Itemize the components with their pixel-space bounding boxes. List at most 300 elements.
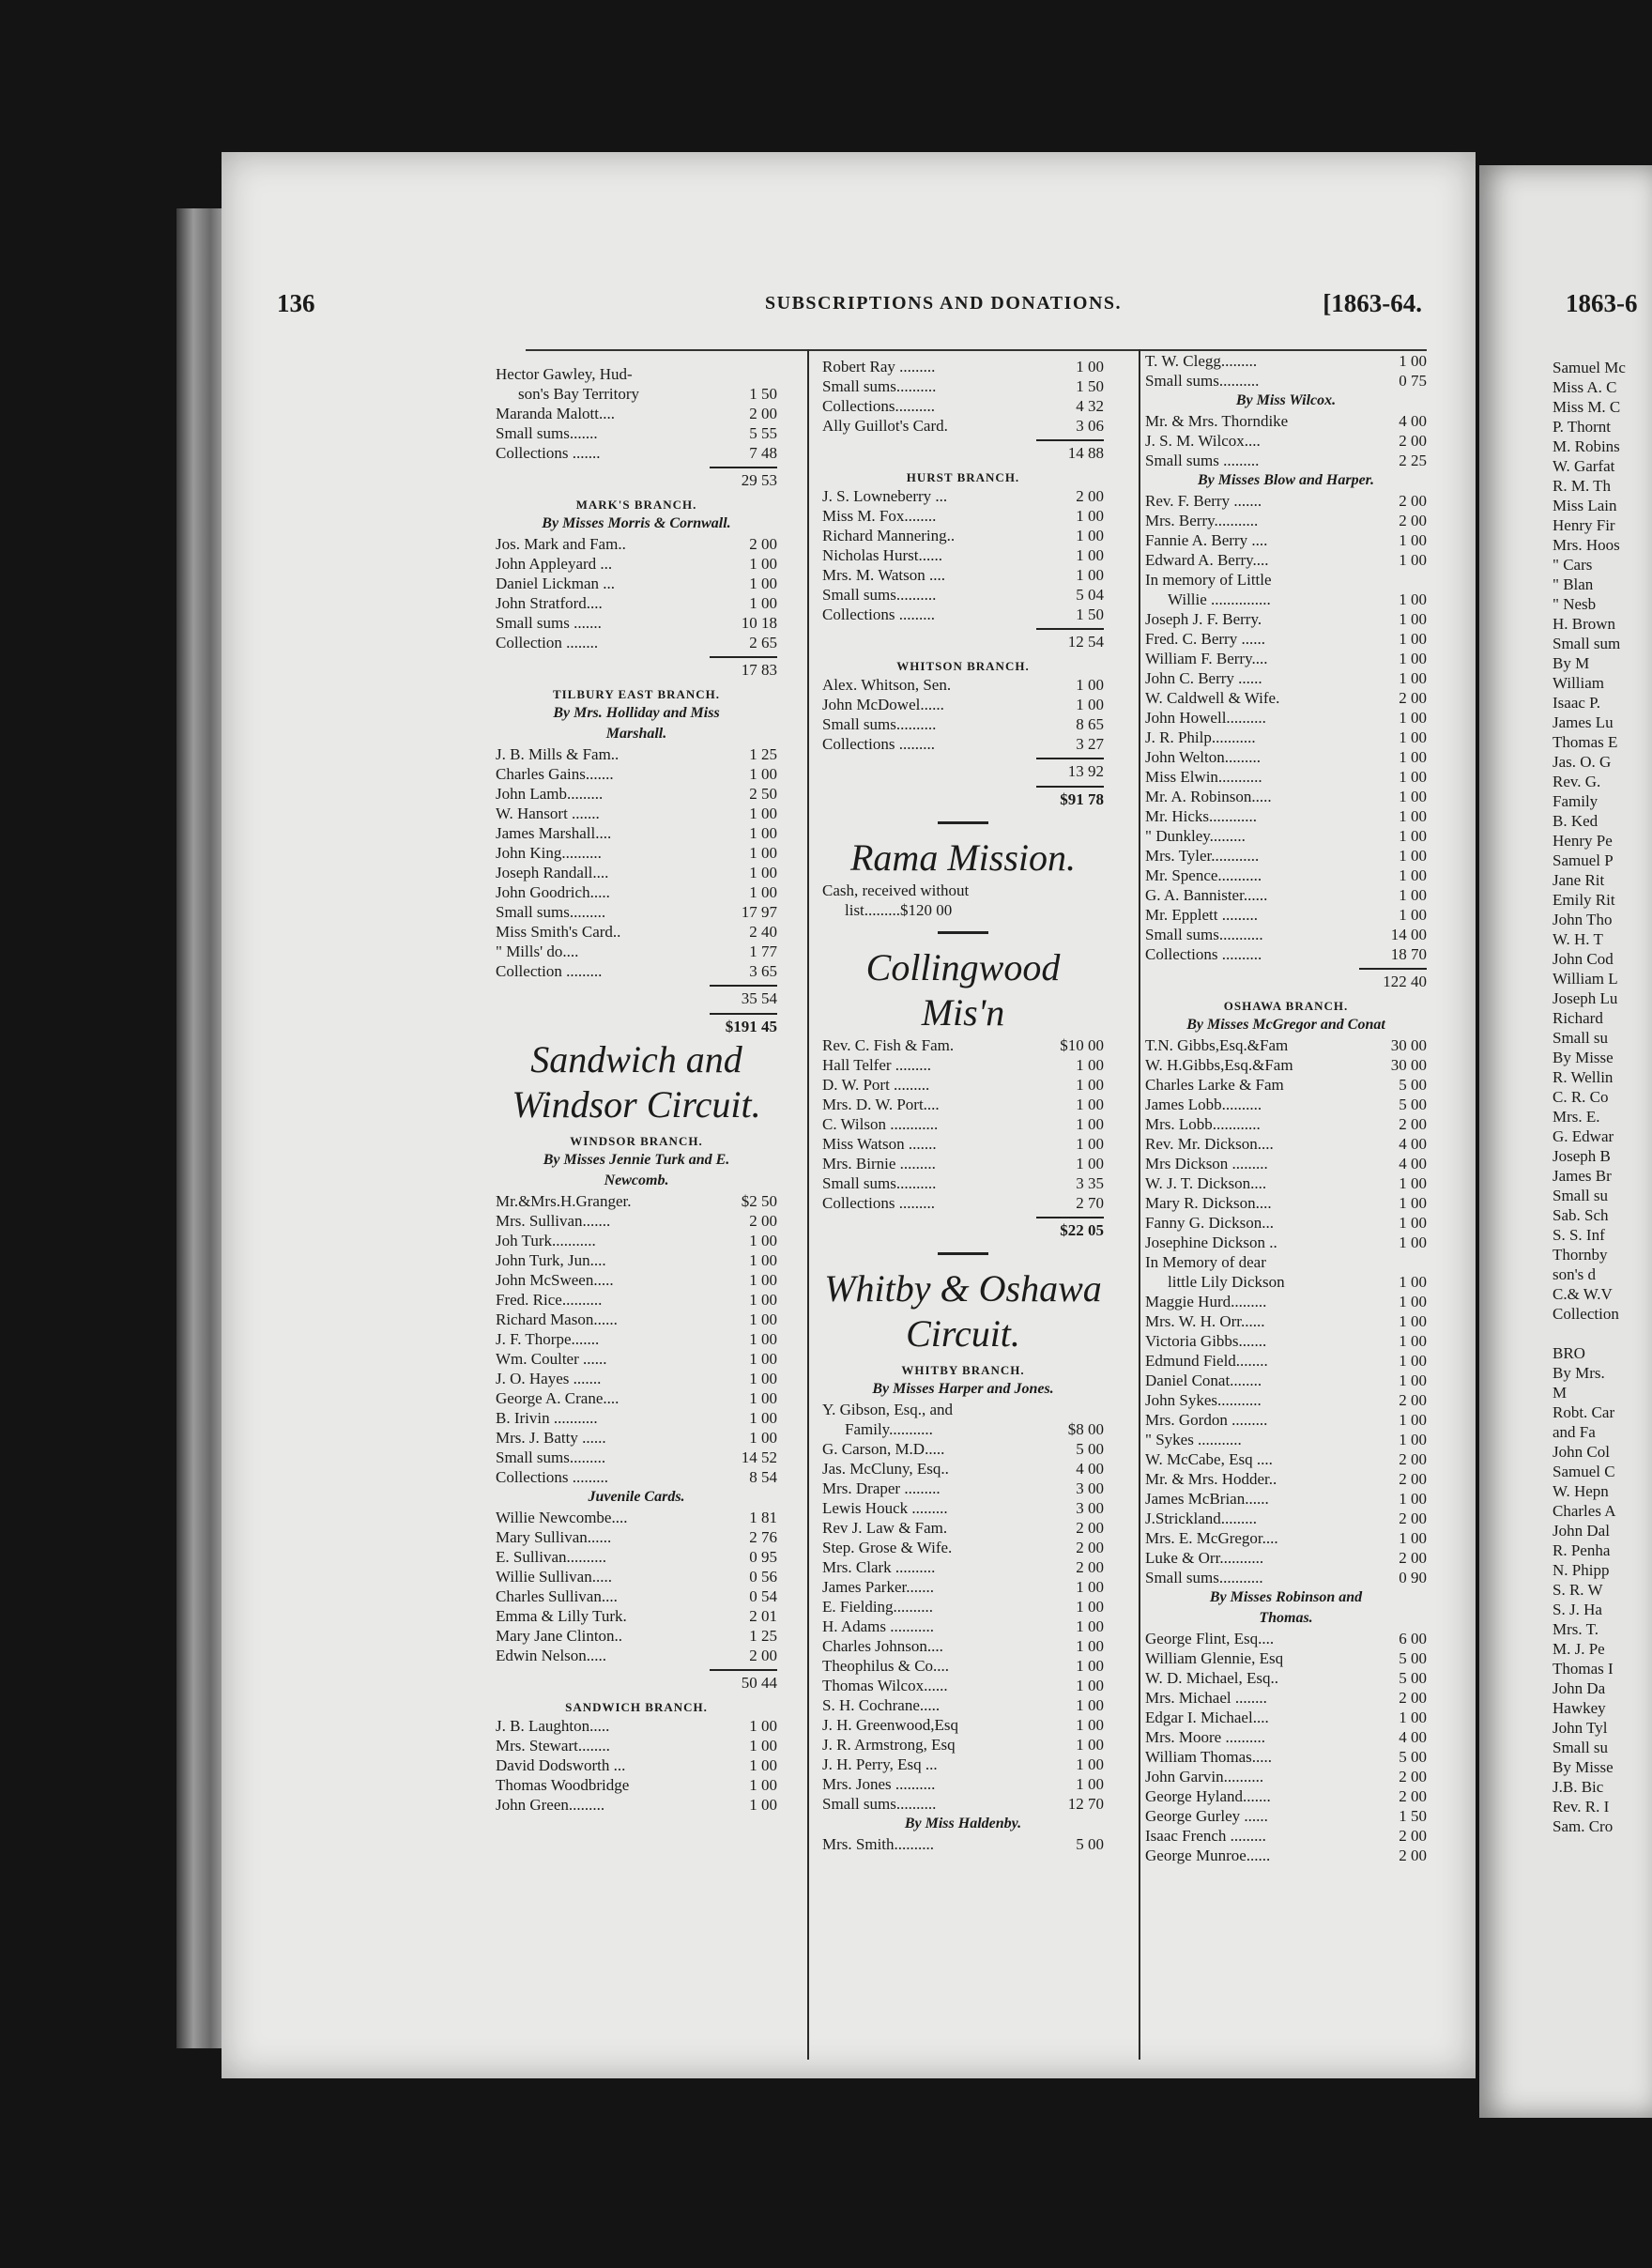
amount: 5 00	[1399, 1649, 1427, 1667]
collector-line: Juvenile Cards.	[588, 1489, 685, 1505]
donor-name: Y. Gibson, Esq., and	[822, 1401, 953, 1418]
donor-name: J. H. Greenwood,Esq	[822, 1716, 958, 1734]
donor-name: John Stratford....	[496, 594, 603, 612]
entry-row	[1145, 590, 1427, 609]
amount: 1 00	[1399, 709, 1427, 727]
total-rule	[710, 1669, 777, 1671]
entry-row	[822, 1735, 1104, 1755]
next-page-line: Sab. Sch	[1553, 1206, 1609, 1224]
entry-row	[822, 1794, 1104, 1814]
entry-row	[822, 605, 1104, 624]
entry-row	[1145, 451, 1427, 470]
amount: 1 00	[749, 1756, 777, 1774]
donor-name: Mrs. Moore ..........	[1145, 1728, 1265, 1746]
entry-row	[1145, 1528, 1427, 1548]
entry-row	[1145, 885, 1427, 905]
next-page-line: R. Wellin	[1553, 1068, 1614, 1086]
donor-name: Rev. Mr. Dickson....	[1145, 1135, 1274, 1153]
amount: 1 00	[1076, 1076, 1104, 1094]
amount: 1 00	[1399, 728, 1427, 746]
next-page-line: Jas. O. G	[1553, 753, 1612, 771]
entry-row	[496, 804, 777, 823]
entry-row	[822, 1055, 1104, 1075]
entry-row	[822, 1134, 1104, 1154]
amount: 1 00	[1399, 807, 1427, 825]
next-page-line: Samuel Mc	[1553, 359, 1626, 376]
entry-row	[822, 506, 1104, 526]
amount: 1 00	[1399, 1709, 1427, 1726]
donor-name: J. F. Thorpe.......	[496, 1330, 600, 1348]
entry-row	[822, 1577, 1104, 1597]
next-page-line: Emily Rit	[1553, 891, 1615, 909]
next-page-line: Small sum	[1553, 635, 1621, 652]
amount: 2 76	[749, 1528, 777, 1546]
entry-row	[1145, 1469, 1427, 1489]
donor-name: Mrs. E. McGregor....	[1145, 1529, 1278, 1547]
next-page-line: Samuel P	[1553, 851, 1614, 869]
amount: 1 00	[749, 1271, 777, 1289]
donor-name: Mary Sullivan......	[496, 1528, 612, 1546]
amount: 2 00	[1399, 1549, 1427, 1567]
amount: 1 00	[1399, 630, 1427, 648]
donor-name: John Sykes...........	[1145, 1391, 1262, 1409]
donor-name: Mrs Dickson .........	[1145, 1155, 1268, 1172]
donor-name: Miss Elwin...........	[1145, 768, 1262, 786]
subtotal	[496, 981, 777, 1009]
next-page-line: Small su	[1553, 1187, 1609, 1204]
page-title: SUBSCRIPTIONS AND DONATIONS.	[765, 293, 1123, 314]
entry-row	[1145, 846, 1427, 866]
donor-name: son's Bay Territory	[518, 385, 640, 403]
entry-row	[822, 1676, 1104, 1695]
entry-row	[822, 1035, 1104, 1055]
donor-name: Joseph Randall....	[496, 864, 609, 881]
amount: 2 00	[749, 405, 777, 422]
entry-row	[1145, 1371, 1427, 1390]
amount: 1 00	[749, 1737, 777, 1755]
entry-row	[496, 922, 777, 942]
total-rule	[1036, 758, 1104, 759]
donor-name: Mr. & Mrs. Hodder..	[1145, 1470, 1277, 1488]
donor-name: Small sums..........	[822, 715, 937, 733]
amount: 1 50	[1399, 1807, 1427, 1825]
next-page-line: S. S. Inf	[1553, 1226, 1605, 1244]
entry-row	[1145, 668, 1427, 688]
amount: 1 00	[1076, 358, 1104, 375]
amount: 2 65	[749, 634, 777, 651]
amount: 2 00	[1399, 1768, 1427, 1785]
donor-name: Miss Watson .......	[822, 1135, 937, 1153]
amount: 1 00	[749, 824, 777, 842]
donor-name: Mr. Hicks............	[1145, 807, 1257, 825]
next-page-line: John Col	[1553, 1443, 1610, 1461]
donor-name: Joseph J. F. Berry.	[1145, 610, 1262, 628]
collector-line: Marshall.	[605, 726, 667, 742]
donor-name: E. Fielding..........	[822, 1598, 934, 1616]
entry-row	[1145, 1629, 1427, 1648]
collector-line: By Mrs. Holliday and Miss	[553, 705, 720, 721]
amount: 2 00	[1399, 512, 1427, 529]
amount: 1 00	[1399, 1174, 1427, 1192]
donor-name: John Turk, Jun....	[496, 1251, 606, 1269]
entry-row	[1145, 1095, 1427, 1114]
donor-name: Richard Mannering..	[822, 527, 956, 544]
amount: 1 00	[1076, 1155, 1104, 1172]
entry-row	[1145, 1430, 1427, 1449]
donor-name: James Parker.......	[822, 1578, 934, 1596]
amount: 6 00	[1399, 1630, 1427, 1647]
donor-name: Mrs. Lobb............	[1145, 1115, 1261, 1133]
next-page-line: Thomas I	[1553, 1660, 1614, 1678]
entry-row	[822, 1597, 1104, 1617]
subtotal	[822, 624, 1104, 652]
entry-row	[1145, 649, 1427, 668]
amount: 1 00	[1399, 669, 1427, 687]
next-page-line: R. Penha	[1553, 1541, 1611, 1559]
entry-row	[496, 1547, 777, 1567]
donor-name: T. W. Clegg.........	[1145, 352, 1258, 370]
total-amount: 17 83	[741, 661, 777, 679]
donor-name: Mr. Spence...........	[1145, 866, 1262, 884]
entry-row	[496, 1428, 777, 1448]
amount: 2 00	[1399, 1509, 1427, 1527]
entry-row	[496, 384, 777, 404]
next-page-line: H. Brown	[1553, 615, 1616, 633]
amount: 1 00	[749, 1350, 777, 1368]
entry-row	[496, 1775, 777, 1795]
entry-row	[496, 1736, 777, 1755]
donor-name: Edward A. Berry....	[1145, 551, 1269, 569]
entry-row	[496, 1527, 777, 1547]
total-rule	[1359, 968, 1427, 970]
entry-row	[496, 1508, 777, 1527]
entry-row	[1145, 1410, 1427, 1430]
page-header	[277, 289, 1422, 327]
donor-name: " Mills' do....	[496, 942, 579, 960]
total-amount: $22 05	[1060, 1221, 1104, 1239]
donor-name: John King..........	[496, 844, 602, 862]
next-page-line: C. R. Co	[1553, 1088, 1609, 1106]
entry-row	[496, 942, 777, 961]
next-page-line: W. Garfat	[1553, 457, 1615, 475]
amount: 2 00	[1399, 1787, 1427, 1805]
amount: 1 00	[1399, 1490, 1427, 1508]
entry-row	[496, 1448, 777, 1467]
entry-row	[496, 1716, 777, 1736]
branch-heading: WINDSOR BRANCH.	[570, 1134, 703, 1148]
donor-name: B. Irivin ...........	[496, 1409, 598, 1427]
next-page-line: BRO	[1553, 1344, 1585, 1362]
amount: 1 00	[1399, 1352, 1427, 1370]
amount: 1 00	[749, 1291, 777, 1309]
donor-name: G. Carson, M.D.....	[822, 1440, 945, 1458]
entry-row	[822, 734, 1104, 754]
collector-line: By Miss Wilcox.	[1235, 392, 1337, 408]
column-1	[496, 364, 777, 1815]
amount: 5 00	[1399, 1096, 1427, 1113]
amount: 1 00	[1399, 610, 1427, 628]
entry-row	[822, 357, 1104, 376]
amount: 1 00	[1076, 676, 1104, 694]
circuit-title: Rama Mission.	[850, 836, 1076, 879]
entry-row	[496, 364, 777, 384]
entry-row	[1145, 1747, 1427, 1767]
next-page-line: Miss Lain	[1553, 497, 1617, 514]
amount: 1 00	[1076, 527, 1104, 544]
amount: 1 00	[1076, 1135, 1104, 1153]
donor-name: G. A. Bannister......	[1145, 886, 1268, 904]
amount: 2 00	[1076, 1558, 1104, 1576]
entry-row	[1145, 1351, 1427, 1371]
entry-row	[1145, 1846, 1427, 1865]
collector-line: By Misses Morris & Cornwall.	[542, 515, 731, 531]
amount: 3 27	[1076, 735, 1104, 753]
entry-row	[1145, 1688, 1427, 1708]
next-page-line: " Blan	[1553, 575, 1594, 593]
donor-name: Mrs. Tyler............	[1145, 847, 1260, 865]
entry-row	[496, 1211, 777, 1231]
donor-name: Miss Smith's Card..	[496, 923, 621, 941]
donor-name: Mrs. Birnie .........	[822, 1155, 936, 1172]
entry-row	[822, 396, 1104, 416]
donor-name: J. S. Lowneberry ...	[822, 487, 948, 505]
entry-row	[496, 784, 777, 804]
donor-name: Thomas Wilcox......	[822, 1677, 948, 1694]
entry-row	[822, 1419, 1104, 1439]
entry-row	[1145, 747, 1427, 767]
entry-row	[822, 1715, 1104, 1735]
donor-name: George Flint, Esq....	[1145, 1630, 1275, 1647]
donor-name: Family...........	[845, 1420, 933, 1438]
next-page-line: and Fa	[1553, 1423, 1596, 1441]
donor-name: Step. Grose & Wife.	[822, 1539, 953, 1556]
entry-row	[822, 675, 1104, 695]
section-divider	[938, 1252, 988, 1255]
entry-row	[1145, 925, 1427, 944]
entry-row	[1145, 570, 1427, 590]
entry-row	[1145, 1233, 1427, 1252]
section-divider	[938, 821, 988, 824]
amount: 5 00	[1399, 1076, 1427, 1094]
next-page-lines	[1553, 358, 1652, 1836]
donor-name: John Goodrich.....	[496, 883, 610, 901]
total-rule	[710, 656, 777, 658]
entry-row	[1145, 1272, 1427, 1292]
amount: 2 01	[749, 1607, 777, 1625]
next-page-line: Mrs. E.	[1553, 1108, 1600, 1126]
amount: 5 00	[1076, 1440, 1104, 1458]
donor-name: John Welton.........	[1145, 748, 1261, 766]
entry-row	[1145, 1548, 1427, 1568]
entry-row	[822, 1479, 1104, 1498]
next-page-line: Rev. G.	[1553, 773, 1601, 790]
donor-name: Small sums.........	[496, 903, 606, 921]
donor-name: Small sums..........	[822, 377, 937, 395]
donor-name: Daniel Lickman ...	[496, 575, 615, 592]
next-page-line: Sam. Cro	[1553, 1817, 1614, 1835]
amount: 14 52	[741, 1448, 777, 1466]
donor-name: E. Sullivan..........	[496, 1548, 607, 1566]
donor-name: Robert Ray .........	[822, 358, 936, 375]
entry-row	[822, 1755, 1104, 1774]
donor-name: Collections .........	[822, 605, 935, 623]
entry-row	[496, 961, 777, 981]
amount: 1 00	[749, 1389, 777, 1407]
amount: 1 00	[749, 555, 777, 573]
entry-row	[1145, 767, 1427, 787]
amount: 1 00	[1399, 1411, 1427, 1429]
entry-row	[1145, 708, 1427, 728]
entry-row	[1145, 787, 1427, 806]
donor-name: Small sums..........	[822, 586, 937, 604]
donor-name: T.N. Gibbs,Esq.&Fam	[1145, 1036, 1289, 1054]
donor-name: James McBrian......	[1145, 1490, 1269, 1508]
amount: 1 00	[749, 1717, 777, 1735]
amount: 1 00	[1076, 1736, 1104, 1754]
entry-row	[496, 1388, 777, 1408]
donor-name: Fred. Rice..........	[496, 1291, 603, 1309]
amount: 1 25	[749, 1627, 777, 1645]
entry-row	[822, 1538, 1104, 1557]
amount: 4 00	[1399, 1728, 1427, 1746]
entry-row	[1145, 351, 1427, 371]
amount: 0 95	[749, 1548, 777, 1566]
donor-name: Mrs. Draper .........	[822, 1479, 941, 1497]
entry-row	[1145, 550, 1427, 570]
donor-name: Emma & Lilly Turk.	[496, 1607, 627, 1625]
donor-name: Mrs. Sullivan.......	[496, 1212, 611, 1230]
amount: 1 00	[1399, 352, 1427, 370]
amount: 1 00	[749, 1310, 777, 1328]
amount: 2 00	[749, 1212, 777, 1230]
entry-row	[822, 585, 1104, 605]
amount: 1 00	[1399, 1293, 1427, 1310]
donor-name: Isaac French .........	[1145, 1827, 1266, 1845]
next-page-line: M	[1553, 1384, 1568, 1402]
donor-name: George A. Crane....	[496, 1389, 620, 1407]
donor-name: Mr. Epplett .........	[1145, 906, 1258, 924]
total-amount: 50 44	[741, 1674, 777, 1692]
entry-row	[822, 486, 1104, 506]
entry-row	[496, 613, 777, 633]
entry-row	[496, 1270, 777, 1290]
donor-name: J. R. Armstrong, Esq	[822, 1736, 956, 1754]
amount: 0 54	[749, 1587, 777, 1605]
donor-name: William Glennie, Esq	[1145, 1649, 1284, 1667]
donor-name: J. S. M. Wilcox....	[1145, 432, 1261, 450]
entry-row	[822, 881, 1104, 900]
donor-name: John Garvin..........	[1145, 1768, 1264, 1785]
amount: 1 00	[749, 1370, 777, 1387]
subtotal	[1145, 964, 1427, 992]
next-page-line: Thomas E	[1553, 733, 1618, 751]
entry-row	[1145, 1134, 1427, 1154]
amount: 1 00	[1399, 768, 1427, 786]
next-page-line: Rev. R. I	[1553, 1798, 1610, 1816]
next-page-line: Collection	[1553, 1305, 1619, 1323]
entry-row	[1145, 1767, 1427, 1786]
amount: 2 00	[1076, 1519, 1104, 1537]
donor-name: George Gurley ......	[1145, 1807, 1268, 1825]
donor-name: Rev. C. Fish & Fam.	[822, 1036, 955, 1054]
donor-name: Miss M. Fox........	[822, 507, 937, 525]
donor-name: Mr. & Mrs. Thorndike	[1145, 412, 1289, 430]
entry-row	[822, 900, 1104, 920]
amount: 1 00	[1076, 1657, 1104, 1675]
entry-row	[822, 1095, 1104, 1114]
next-page-line: W. Hepn	[1553, 1482, 1609, 1500]
amount: 1 00	[1076, 1617, 1104, 1635]
donor-name: little Lily Dickson	[1168, 1273, 1285, 1291]
entry-row	[822, 1075, 1104, 1095]
amount: 4 32	[1076, 397, 1104, 415]
donor-name: Small sums..........	[822, 1174, 937, 1192]
next-page-line: Joseph B	[1553, 1147, 1611, 1165]
column-divider	[1139, 349, 1140, 2060]
donor-name: J. H. Perry, Esq ...	[822, 1755, 938, 1773]
next-page-line: James Br	[1553, 1167, 1612, 1185]
amount: 1 00	[1399, 650, 1427, 667]
amount: 30 00	[1390, 1036, 1427, 1054]
entry-row	[496, 1408, 777, 1428]
next-page-line: B. Ked	[1553, 812, 1598, 830]
entry-row	[1145, 491, 1427, 511]
entry-row	[496, 1191, 777, 1211]
next-page-line: Mrs. T.	[1553, 1620, 1598, 1638]
entry-row	[1145, 1806, 1427, 1826]
amount: 1 00	[749, 883, 777, 901]
grand-total	[496, 1009, 777, 1037]
column-divider	[807, 349, 809, 2060]
donor-name: Rev. F. Berry .......	[1145, 492, 1262, 510]
entry-row	[496, 404, 777, 423]
next-page-line: Small su	[1553, 1739, 1609, 1756]
entry-row	[1145, 1786, 1427, 1806]
entry-row	[496, 1369, 777, 1388]
donor-name: Fannie A. Berry ....	[1145, 531, 1268, 549]
amount: 2 70	[1076, 1194, 1104, 1212]
amount: 1 00	[1076, 1677, 1104, 1694]
donor-name: Cash, received without	[822, 881, 970, 899]
amount: 2 00	[1399, 1827, 1427, 1845]
next-page-line: " Nesb	[1553, 595, 1597, 613]
donor-name: In Memory of dear	[1145, 1253, 1266, 1271]
amount: 2 00	[1399, 1391, 1427, 1409]
amount: 1 00	[749, 594, 777, 612]
entry-row	[496, 554, 777, 574]
next-page-line: J.B. Bic	[1553, 1778, 1604, 1796]
next-page-line: S. J. Ha	[1553, 1601, 1602, 1618]
entry-row	[822, 1774, 1104, 1794]
donor-name: Charles Larke & Fam	[1145, 1076, 1284, 1094]
entry-row	[1145, 728, 1427, 747]
amount: 2 40	[749, 923, 777, 941]
donor-name: J. R. Philp...........	[1145, 728, 1256, 746]
donor-name: John Green.........	[496, 1796, 605, 1814]
amount: 1 00	[1399, 1234, 1427, 1251]
donor-name: Collection ........	[496, 634, 599, 651]
amount: 1 00	[1399, 1214, 1427, 1232]
page-number: 136	[277, 289, 315, 317]
donor-name: William Thomas.....	[1145, 1748, 1272, 1766]
donor-name: Small sums .......	[496, 614, 602, 632]
donor-name: Alex. Whitson, Sen.	[822, 676, 952, 694]
amount: 30 00	[1390, 1056, 1427, 1074]
donor-name: W. J. T. Dickson....	[1145, 1174, 1267, 1192]
entry-row	[496, 1250, 777, 1270]
entry-row	[496, 1795, 777, 1815]
amount: 2 00	[1399, 432, 1427, 450]
